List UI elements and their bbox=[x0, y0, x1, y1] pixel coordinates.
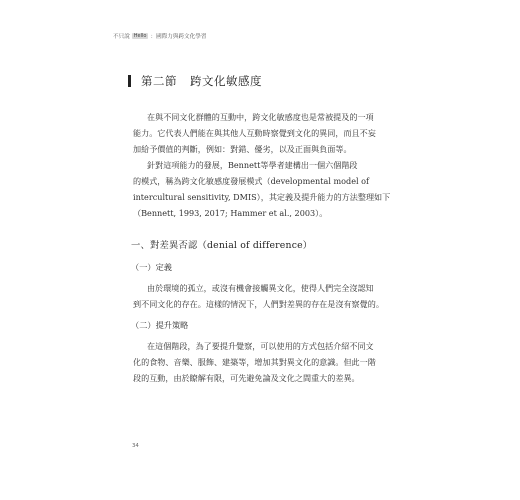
definition-line-2: 到不同文化的存在。這樣的情況下，人們對差異的存在是沒有察覺的。 bbox=[133, 299, 384, 309]
model-line-2: 的模式，稱為跨文化敏感度發展模式（developmental model of bbox=[133, 176, 370, 186]
section-title bbox=[128, 75, 262, 87]
model-line-4: （Bennett, 1993, 2017; Hammer et al., 2003）。 bbox=[133, 208, 328, 218]
definition-heading: （一）定義 bbox=[131, 262, 172, 272]
strategy-line-2: 化的食物、音樂、服飾、建築等，增加其對異文化的意識。但此一階 bbox=[133, 357, 376, 367]
intro-line-2: 能力。它代表人們能在與其他人互動時察覺到文化的異同，而且不妄 bbox=[133, 128, 376, 138]
intro-line-3: 加給予價值的判斷，例如：對錯、優劣，以及正面與負面等。 bbox=[133, 144, 352, 154]
section-number: 第二節 bbox=[141, 74, 177, 88]
definition-line-1: 由於環境的孤立，或沒有機會接觸異文化，使得人們完全沒認知 bbox=[147, 283, 374, 293]
strategy-heading: （二）提升策略 bbox=[131, 320, 189, 330]
intro-line-1: 在與不同文化群體的互動中，跨文化敏感度也是常被提及的一項 bbox=[147, 112, 374, 122]
book-title-prefix: 不只說 bbox=[113, 34, 130, 40]
strategy-line-3: 段的互動，由於瞭解有限，可先避免論及文化之間重大的差異。 bbox=[133, 373, 360, 383]
running-header bbox=[113, 32, 206, 40]
model-line-1: 針對這項能力的發展，Bennett等學者建構出一個六個階段 bbox=[147, 160, 358, 170]
book-title-mark: Hello bbox=[133, 33, 147, 39]
stage-heading: 一、對差異否認（denial of difference） bbox=[131, 240, 313, 251]
model-line-3: intercultural sensitivity, DMIS），其定義及提升能力的方法整理如下 bbox=[133, 192, 391, 202]
book-title-suffix: ：國際力與跨文化學習 bbox=[150, 34, 207, 40]
strategy-line-1: 在這個階段，為了要提升覺察，可以使用的方式包括介紹不同文 bbox=[147, 341, 374, 351]
section-title-bar bbox=[128, 75, 131, 87]
page-number: 34 bbox=[132, 443, 139, 449]
section-title-text: 跨文化敏感度 bbox=[190, 74, 262, 88]
